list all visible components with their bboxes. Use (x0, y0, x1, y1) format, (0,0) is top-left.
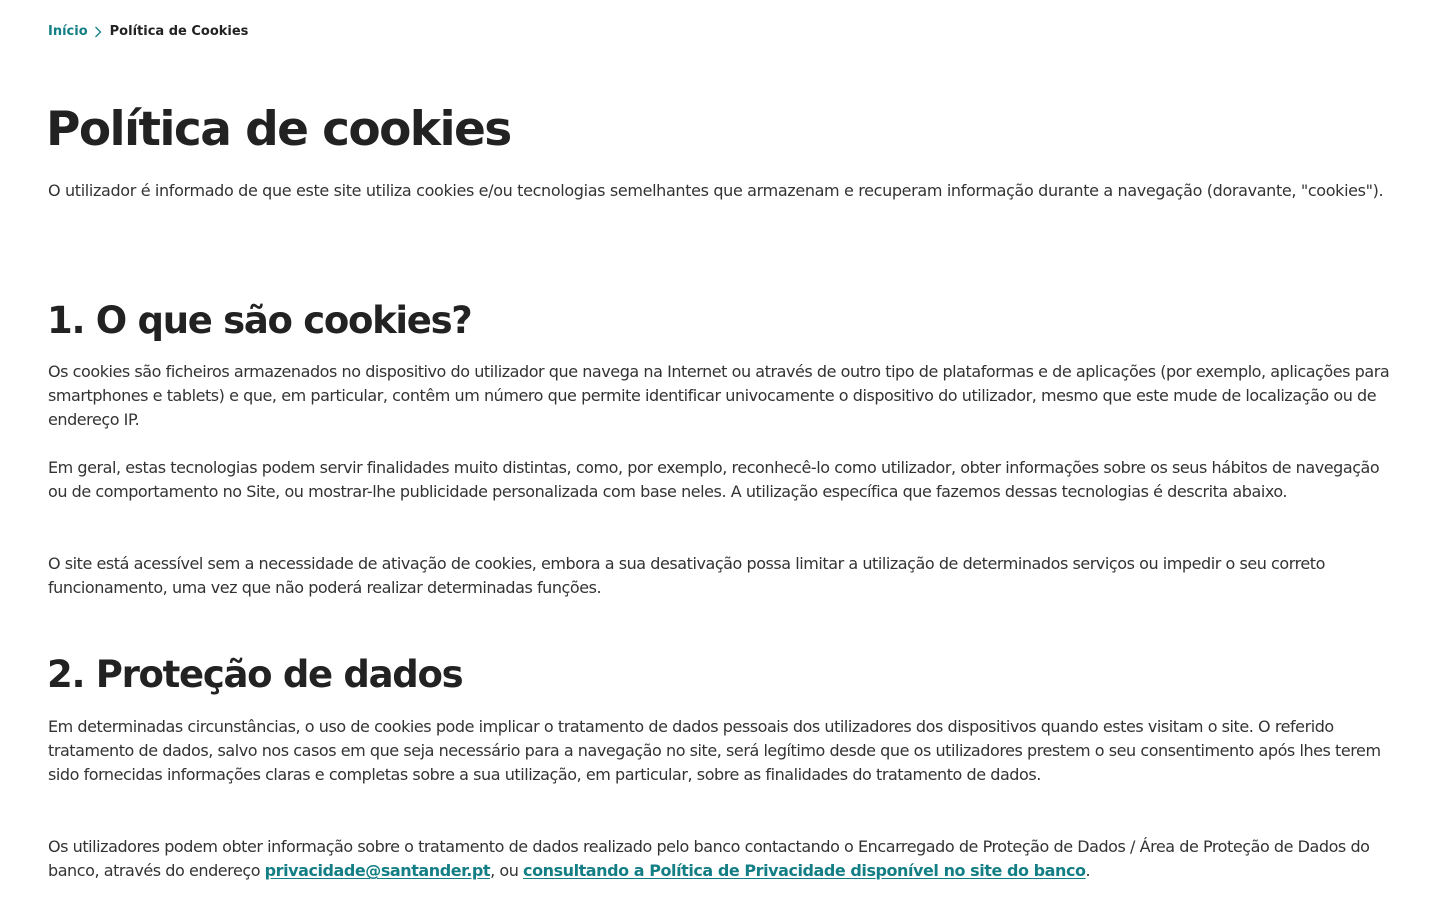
breadcrumb-home-link[interactable]: Início (48, 24, 88, 39)
privacy-policy-link[interactable]: consultando a Política de Privacidade disponível no site do banco (523, 861, 1086, 880)
privacy-email-link[interactable]: privacidade@santander.pt (264, 861, 491, 880)
breadcrumb-current: Política de Cookies (109, 24, 249, 39)
section2-paragraph-2 (48, 835, 1392, 883)
section2-paragraph-2-mid: , ou (490, 861, 524, 880)
section1-paragraph-1: Os cookies são ficheiros armazenados no dispositivo do utilizador que navega na Internet ou através de outro tipo de plataformas e de aplicações (por exemplo, aplicações para smartphones e tablets) e que, em particular, contêm um número que permite identificar univocamente o dispositivo do utilizador, mesmo que este mude de localização ou de endereço IP. (48, 362, 1390, 429)
section-heading-data-protection: 2. Proteção de dados (47, 653, 463, 696)
breadcrumb (48, 22, 248, 42)
section2-paragraph-1: Em determinadas circunstâncias, o uso de cookies pode implicar o tratamento de dados pessoais dos utilizadores dos dispositivos quando estes visitam o site. O referido tratamento de dados, salvo nos casos em que seja necessário para a navegação no site, será legítimo desde que os utilizadores prestem o seu consentimento após lhes terem sido fornecidas informações claras e completas sobre a sua utilização, em particular, sobre as finalidades do tratamento de dados. (48, 717, 1381, 784)
chevron-right-icon (91, 25, 105, 39)
page-title: Política de cookies (46, 102, 511, 157)
section-heading-what-are-cookies: 1. O que são cookies? (47, 299, 472, 342)
section1-paragraph-2: Em geral, estas tecnologias podem servir finalidades muito distintas, como, por exemplo, reconhecê-lo como utilizador, obter informações sobre os seus hábitos de navegação ou de comportamento no Site, ou mostrar-lhe publicidade personalizada com base neles. A utilização específica que fazemos dessas tecnologias é descrita abaixo. (48, 458, 1380, 501)
intro-paragraph: O utilizador é informado de que este site utiliza cookies e/ou tecnologias semelhantes que armazenam e recuperam informação durante a navegação (doravante, "cookies"). (48, 181, 1384, 200)
section1-paragraph-3: O site está acessível sem a necessidade de ativação de cookies, embora a sua desativação possa limitar a utilização de determinados serviços ou impedir o seu correto funcionamento, uma vez que não poderá realizar determinadas funções. (48, 554, 1325, 597)
section2-paragraph-2-end: . (1085, 861, 1091, 880)
section2-paragraph-2-text: Os utilizadores podem obter informação sobre o tratamento de dados realizado pelo banco contactando o Encarregado de Proteção de Dados / Área de Proteção de Dados do banco, através do endereço (48, 837, 1370, 880)
